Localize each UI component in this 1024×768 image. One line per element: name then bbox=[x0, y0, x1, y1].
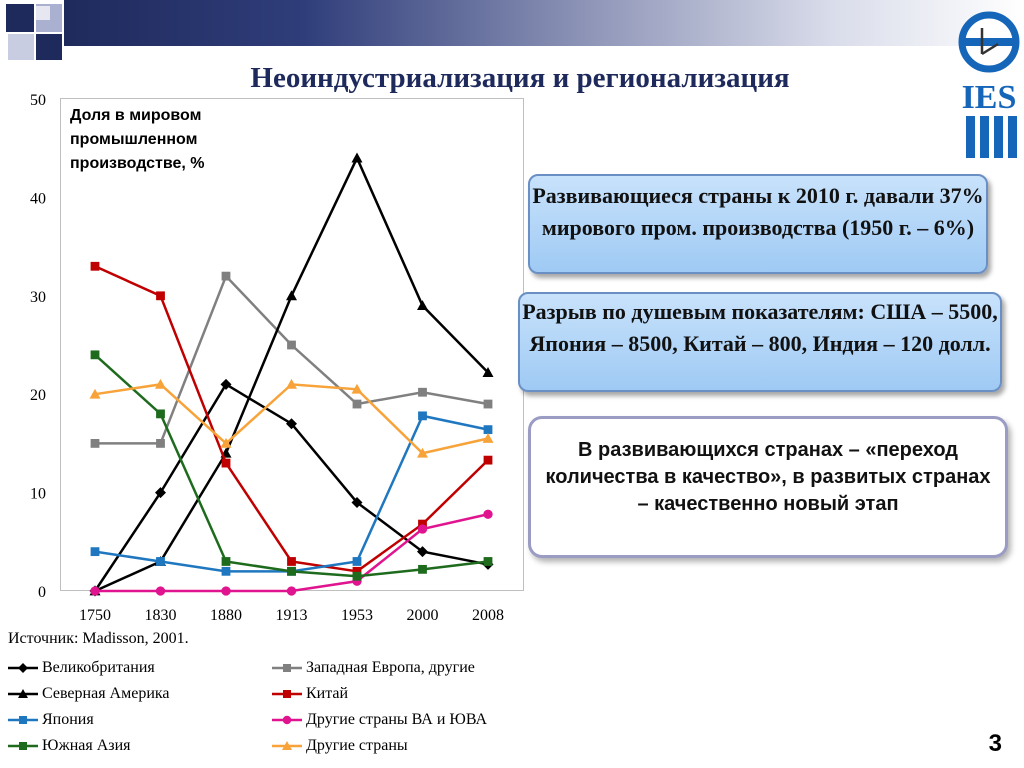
legend-item bbox=[8, 734, 131, 758]
data-point bbox=[91, 439, 100, 448]
chart-legend bbox=[8, 656, 568, 764]
legend-swatch bbox=[8, 661, 38, 675]
data-point bbox=[353, 572, 362, 581]
legend-swatch bbox=[272, 739, 302, 753]
data-point bbox=[484, 456, 493, 465]
y-tick-label: 30 bbox=[30, 288, 46, 306]
slide-title: Неоиндустриализация и регионализация bbox=[250, 62, 790, 94]
data-point bbox=[484, 400, 493, 409]
data-point bbox=[91, 547, 100, 556]
data-point bbox=[484, 557, 493, 566]
data-point bbox=[156, 291, 165, 300]
data-point bbox=[221, 379, 232, 390]
data-point bbox=[91, 262, 100, 271]
data-point bbox=[90, 586, 99, 595]
data-point bbox=[483, 510, 492, 519]
legend-label: Западная Европа, другие bbox=[306, 659, 475, 676]
data-point bbox=[417, 300, 428, 310]
legend-item bbox=[272, 682, 348, 706]
legend-label: Другие страны bbox=[306, 737, 408, 754]
series-line bbox=[95, 158, 488, 591]
legend-item bbox=[272, 708, 487, 732]
data-point bbox=[287, 586, 296, 595]
data-point bbox=[222, 272, 231, 281]
data-point bbox=[221, 586, 230, 595]
x-tick-label: 2000 bbox=[406, 607, 439, 624]
source-note: Источник: Madisson, 2001. bbox=[8, 630, 189, 647]
data-point bbox=[286, 290, 297, 300]
legend-swatch bbox=[8, 739, 38, 753]
data-point bbox=[352, 153, 363, 163]
legend-item bbox=[272, 656, 475, 680]
data-point bbox=[418, 565, 427, 574]
data-point bbox=[418, 388, 427, 397]
legend-swatch-marker bbox=[18, 663, 28, 673]
data-point bbox=[222, 557, 231, 566]
data-point bbox=[156, 409, 165, 418]
legend-item bbox=[8, 682, 170, 706]
legend-swatch bbox=[272, 687, 302, 701]
y-tick-label: 40 bbox=[30, 190, 46, 208]
data-point bbox=[287, 567, 296, 576]
info-box-developing-share: Развивающиеся страны к 2010 г. давали 37% мирового пром. производства (1950 г. – 6%) bbox=[528, 174, 988, 274]
legend-label: Китай bbox=[306, 685, 349, 702]
data-point bbox=[353, 400, 362, 409]
y-tick-label: 0 bbox=[38, 584, 46, 601]
y-tick-label: 10 bbox=[30, 485, 46, 503]
data-point bbox=[156, 557, 165, 566]
data-point bbox=[222, 567, 231, 576]
data-point bbox=[484, 425, 493, 434]
x-tick-label: 2008 bbox=[472, 607, 504, 624]
legend-swatch bbox=[272, 713, 302, 727]
series-line bbox=[95, 416, 488, 571]
legend-swatch-marker bbox=[283, 716, 292, 725]
data-point bbox=[287, 341, 296, 350]
x-tick-label: 1880 bbox=[210, 607, 242, 624]
legend-swatch-marker bbox=[283, 664, 291, 672]
page-number: 3 bbox=[988, 730, 1002, 757]
legend-item bbox=[8, 708, 94, 732]
y-tick-label: 20 bbox=[30, 387, 46, 405]
logo-text: IES bbox=[961, 79, 1017, 116]
data-point bbox=[353, 557, 362, 566]
legend-label: Южная Азия bbox=[42, 737, 131, 754]
x-tick-label: 1913 bbox=[275, 607, 308, 624]
data-point bbox=[156, 439, 165, 448]
x-tick-label: 1830 bbox=[144, 607, 177, 624]
chart-y-axis-label: Доля в мировом промышленном производстве, % bbox=[70, 107, 205, 172]
legend-label: Япония bbox=[42, 711, 94, 728]
legend-swatch-marker bbox=[19, 742, 27, 750]
legend-swatch bbox=[8, 713, 38, 727]
data-point bbox=[418, 524, 427, 533]
legend-item bbox=[8, 656, 155, 680]
legend-swatch bbox=[8, 687, 38, 701]
legend-swatch-marker bbox=[19, 716, 27, 724]
legend-item bbox=[272, 734, 408, 758]
info-box-quality-transition: В развивающихся странах – «переход количества в качество», в развитых странах – качественно новый этап bbox=[528, 416, 1008, 558]
x-tick-label: 1750 bbox=[79, 607, 111, 624]
data-point bbox=[222, 459, 231, 468]
info-box-per-capita-gap: Разрыв по душевым показателям: США – 5500, Япония – 8500, Китай – 800, Индия – 120 долл. bbox=[518, 292, 1002, 392]
y-tick-label: 50 bbox=[30, 92, 46, 109]
x-tick-label: 1953 bbox=[341, 607, 373, 624]
data-point bbox=[483, 433, 494, 443]
legend-label: Великобритания bbox=[42, 659, 155, 676]
legend-swatch-marker bbox=[283, 690, 291, 698]
data-point bbox=[156, 586, 165, 595]
legend-label: Северная Америка bbox=[42, 685, 170, 702]
data-point bbox=[91, 350, 100, 359]
data-point bbox=[287, 557, 296, 566]
legend-swatch bbox=[272, 661, 302, 675]
legend-label: Другие страны ВА и ЮВА bbox=[306, 711, 488, 728]
data-point bbox=[418, 411, 427, 420]
